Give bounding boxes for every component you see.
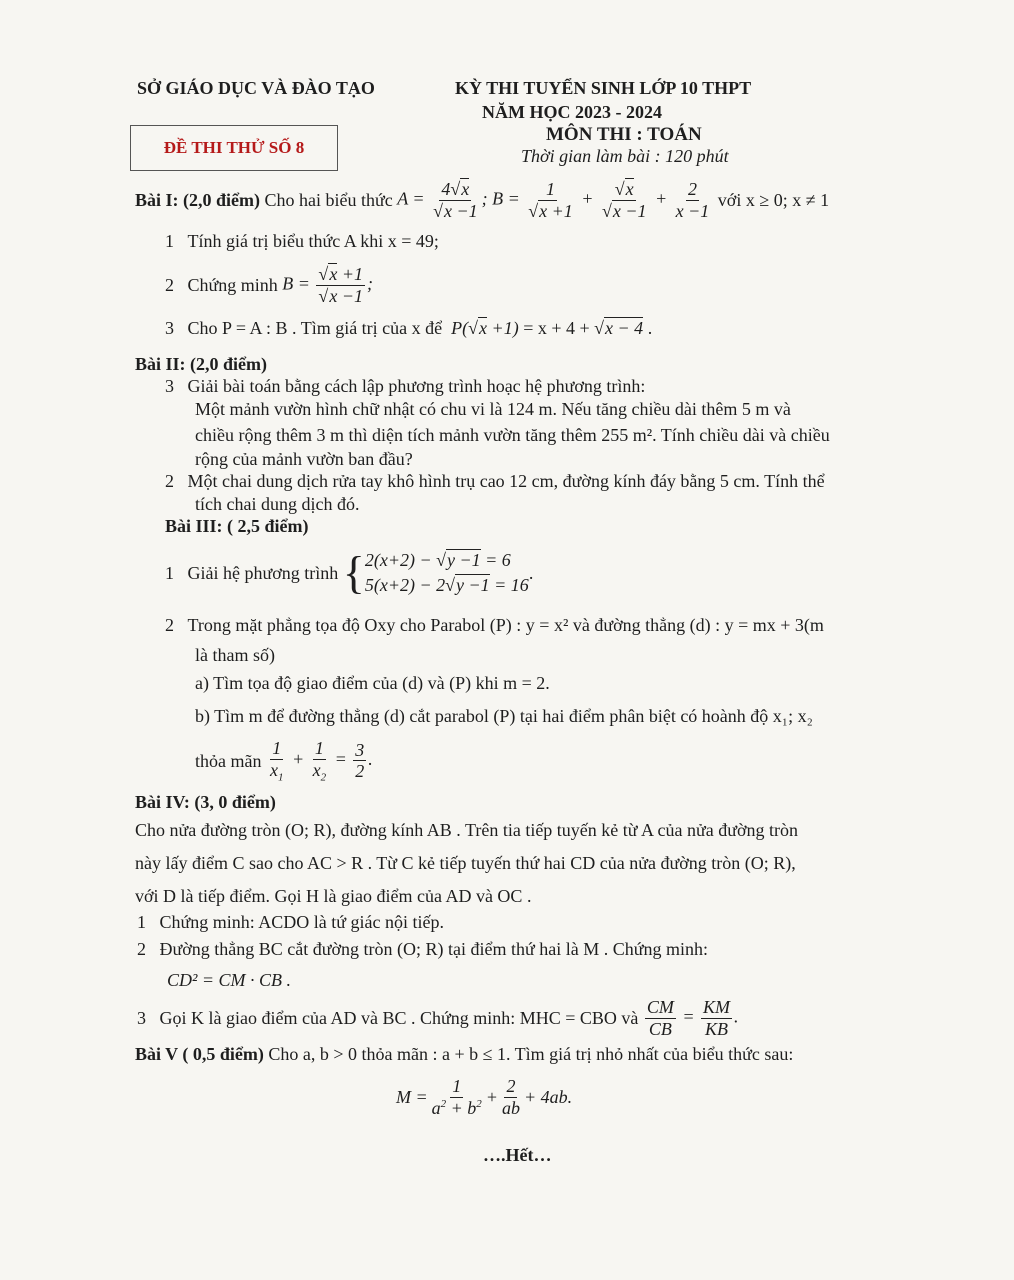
bai2-q1-l2: Một mảnh vườn hình chữ nhật có chu vi là 124 m. Nếu tăng chiều dài thêm 5 m và	[195, 399, 791, 419]
bai4-q1-text: Chứng minh: ACDO là tứ giác nội tiếp.	[159, 912, 444, 932]
bai2-title: Bài II: (2,0 điểm)	[135, 354, 267, 374]
exam-title: KỲ THI TUYỂN SINH LỚP 10 THPT	[455, 78, 752, 98]
bai3-q2b: b) Tìm m để đường thẳng (d) cắt parabol (P) tại hai điểm phân biệt có hoành độ x₁; x₂	[195, 706, 813, 726]
bai5-line	[135, 1044, 793, 1065]
bai1-q3-text: Cho P = A : B . Tìm giá trị của x để	[187, 318, 443, 338]
bai4-l3: với D là tiếp điểm. Gọi H là giao điểm của AD và OC .	[135, 886, 532, 906]
bai3-q2-l2: là tham số)	[195, 645, 275, 665]
bai1-title: Bài I: (2,0 điểm)	[135, 189, 260, 210]
bai4-q2-text: Đường thẳng BC cắt đường tròn (O; R) tại điểm thứ hai là M . Chứng minh:	[159, 939, 709, 959]
test-label-box	[130, 125, 338, 171]
bai3-q2-l1: Trong mặt phẳng tọa độ Oxy cho Parabol (P) : y = x² và đường thẳng (d) : y = mx + 3(m	[187, 615, 824, 635]
bai2-q2-l1: Một chai dung dịch rửa tay khô hình trụ cao 12 cm, đường kính đáy bằng 5 cm. Tính thể	[187, 471, 825, 491]
footer-end: ….Hết…	[483, 1145, 552, 1165]
bai4-q2: 2 Đường thẳng BC cắt đường tròn (O; R) tại điểm thứ hai là M . Chứng minh:	[137, 939, 709, 959]
bai4-l2: này lấy điểm C sao cho AC > R . Từ C kẻ tiếp tuyến thứ hai CD của nửa đường tròn (O; R),	[135, 853, 796, 873]
bai2-q2-l2: tích chai dung dịch đó.	[195, 494, 360, 514]
equation-system: 2(x+2) − √ y −1 = 6 5(x+2) − 2√ y −1 = 16	[365, 548, 529, 598]
bai5-title: Bài V ( 0,5 điểm)	[135, 1044, 264, 1064]
bai2-q1-l4: rộng của mảnh vườn ban đầu?	[195, 449, 413, 469]
bai1-intro: Cho hai biểu thức	[264, 189, 393, 210]
expr-M: M = $\frac{1}{a^2 + b^2}$ + $\frac{2}{ab}$ + 4ab.	[396, 1075, 573, 1118]
bai1-q1: 1 Tính giá trị biểu thức A khi x = 49;	[165, 231, 439, 251]
bai3-q2c: thỏa mãn $\frac{1}{x_1}$ + $\frac{1}{x_2}$ = $\frac{3}{2}$ .	[195, 738, 373, 784]
subject: MÔN THI : TOÁN	[546, 124, 702, 145]
test-label: ĐỀ THI THỬ SỐ 8	[163, 138, 305, 157]
bai4-q3: 3 Gọi K là giao điểm của AD và BC . Chứng minh: MHC = CBO và $\frac{CM}{CB}$ = $\frac{KM}{KB}$ .	[137, 996, 739, 1039]
bai1-q1-text: Tính giá trị biểu thức A khi x = 49;	[187, 231, 439, 251]
bai4-q2b: CD² = CM · CB .	[167, 970, 292, 990]
bai2-q1-l1: Giải bài toán bằng cách lập phương trình hoạc hệ phương trình:	[187, 376, 646, 396]
bai4-l1: Cho nửa đường tròn (O; R), đường kính AB . Trên tia tiếp tuyến kẻ từ A của nửa đường tròn	[135, 820, 799, 840]
department-name: SỞ GIÁO DỤC VÀ ĐÀO TẠO	[137, 78, 375, 98]
bai3-q1: 1 Giải hệ phương trình { 2(x+2) − √ y −1 = 6 5(x+2) − 2√ y −1 = 16 .	[165, 540, 533, 606]
bai1-line	[135, 176, 829, 224]
bai1-q3-rhs: = x + 4 +	[523, 318, 590, 338]
bai1-q2: 2 Chứng minh B = √ x +1 √ x −1 ;	[165, 262, 373, 308]
bai4-title: Bài IV: (3, 0 điểm)	[135, 792, 276, 812]
bai1-cond: với x ≥ 0; x ≠ 1	[717, 189, 830, 210]
bai2-q2: 2 Một chai dung dịch rửa tay khô hình trụ cao 12 cm, đường kính đáy bằng 5 cm. Tính thể	[165, 471, 825, 491]
bai1-q3: 3 Cho P = A : B . Tìm giá trị của x để P(√ x +1) = x + 4 + √ x − 4 .	[165, 318, 652, 339]
bai3-q2: 2 Trong mặt phẳng tọa độ Oxy cho Parabol (P) : y = x² và đường thẳng (d) : y = mx + 3(m	[165, 615, 824, 635]
bai2-q1: 3 Giải bài toán bằng cách lập phương trình hoạc hệ phương trình:	[165, 376, 646, 396]
bai3-q2a: a) Tìm tọa độ giao điểm của (d) và (P) khi m = 2.	[195, 673, 550, 693]
bai3-q1-text: Giải hệ phương trình	[187, 562, 339, 583]
bai2-q1-l3: chiều rộng thêm 3 m thì diện tích mảnh vườn tăng thêm 255 m². Tính chiều dài và chiều	[195, 425, 830, 445]
bai4-q3-text: Gọi K là giao điểm của AD và BC . Chứng minh: MHC = CBO và	[159, 1007, 639, 1028]
bai5-text: Cho a, b > 0 thỏa mãn : a + b ≤ 1. Tìm giá trị nhỏ nhất của biểu thức sau:	[268, 1044, 794, 1064]
bai4-q1: 1 Chứng minh: ACDO là tứ giác nội tiếp.	[137, 912, 444, 932]
bai1-q2-text: Chứng minh	[187, 274, 278, 295]
school-year: NĂM HỌC 2023 - 2024	[482, 102, 662, 122]
bai3-q2c-text: thỏa mãn	[195, 750, 262, 771]
expr-A: A = 4√ x √ x −1 ; B = 1 √ x +1 + √ x √ x −1 + $\frac{2}{x -1}$	[397, 179, 713, 221]
bai3-title: Bài III: ( 2,5 điểm)	[165, 516, 309, 536]
time-limit: Thời gian làm bài : 120 phút	[521, 146, 729, 166]
